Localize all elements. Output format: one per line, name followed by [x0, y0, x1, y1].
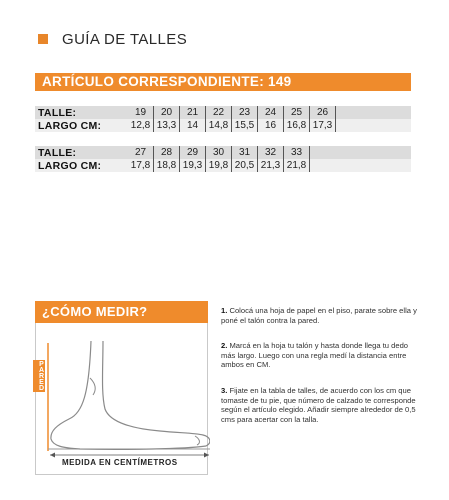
largo-cell: 17,3 — [310, 119, 336, 132]
foot-outline — [51, 341, 210, 449]
talle-label: TALLE: — [38, 146, 77, 159]
largo-row — [35, 119, 411, 132]
wall-label: PARED — [33, 360, 45, 392]
talle-cell: 21 — [180, 106, 206, 119]
step-number: 2. — [221, 341, 228, 351]
talle-cell: 33 — [284, 146, 310, 159]
toe-curve — [195, 436, 199, 445]
step-text: Marcá en la hoja tu talón y hasta donde llega tu dedo más largo. Luego con una regla medí la distancia entre ambos en CM. — [221, 341, 409, 370]
instruction-step — [221, 341, 421, 370]
size-table-2 — [35, 146, 411, 172]
instruction-step — [221, 306, 421, 325]
measure-label: MEDIDA EN CENTÍMETROS — [62, 458, 178, 467]
step-number: 3. — [221, 385, 228, 395]
article-banner: ARTÍCULO CORRESPONDIENTE: 149 — [35, 73, 411, 91]
largo-cell: 20,5 — [232, 159, 258, 172]
talle-cell: 31 — [232, 146, 258, 159]
largo-cell: 18,8 — [154, 159, 180, 172]
talle-row — [35, 146, 411, 159]
largo-cell: 14,8 — [206, 119, 232, 132]
talle-cell: 27 — [128, 146, 154, 159]
largo-cell: 16 — [258, 119, 284, 132]
largo-cell: 15,5 — [232, 119, 258, 132]
largo-cell: 12,8 — [128, 119, 154, 132]
talle-cell: 28 — [154, 146, 180, 159]
instruction-step — [221, 386, 421, 424]
largo-cell: 16,8 — [284, 119, 310, 132]
largo-label: LARGO CM: — [38, 119, 102, 132]
talle-cell: 29 — [180, 146, 206, 159]
talle-cell: 30 — [206, 146, 232, 159]
largo-cell: 19,8 — [206, 159, 232, 172]
talle-cell: 22 — [206, 106, 232, 119]
largo-row — [35, 159, 411, 172]
talle-cell: 25 — [284, 106, 310, 119]
title-accent-square — [38, 34, 48, 44]
talle-cell: 23 — [232, 106, 258, 119]
largo-cell: 21,8 — [284, 159, 310, 172]
talle-cell: 20 — [154, 106, 180, 119]
talle-cell: 24 — [258, 106, 284, 119]
step-text: Fijate en la tabla de talles, de acuerdo con los cm que tomaste de tu pie, que número de calzado te corresponde según el artículo elegido. Añadir siempre alrededor de 0,5 cms para acertar con la talla. — [221, 385, 416, 424]
step-number: 1. — [221, 306, 228, 315]
largo-cell: 13,3 — [154, 119, 180, 132]
page-title: GUÍA DE TALLES — [62, 30, 188, 48]
largo-label: LARGO CM: — [38, 159, 102, 172]
instructions-list — [221, 306, 421, 440]
ankle-bump — [90, 378, 95, 395]
talle-cell: 26 — [310, 106, 336, 119]
talle-cell: 19 — [128, 106, 154, 119]
largo-cell: 17,8 — [128, 159, 154, 172]
step-text: Colocá una hoja de papel en el piso, parate sobre ella y poné el talón contra la pared. — [221, 306, 417, 325]
largo-cell: 19,3 — [180, 159, 206, 172]
largo-cell: 21,3 — [258, 159, 284, 172]
talle-row — [35, 106, 411, 119]
largo-cell: 14 — [180, 119, 206, 132]
measure-arrow-right-head — [204, 453, 209, 458]
talle-cell: 32 — [258, 146, 284, 159]
como-medir-heading: ¿CÓMO MEDIR? — [35, 301, 208, 323]
page-title-row — [38, 29, 187, 49]
foot-diagram — [35, 323, 210, 475]
talle-label: TALLE: — [38, 106, 77, 119]
measure-arrow-left-head — [50, 453, 55, 458]
size-table-1 — [35, 106, 411, 132]
